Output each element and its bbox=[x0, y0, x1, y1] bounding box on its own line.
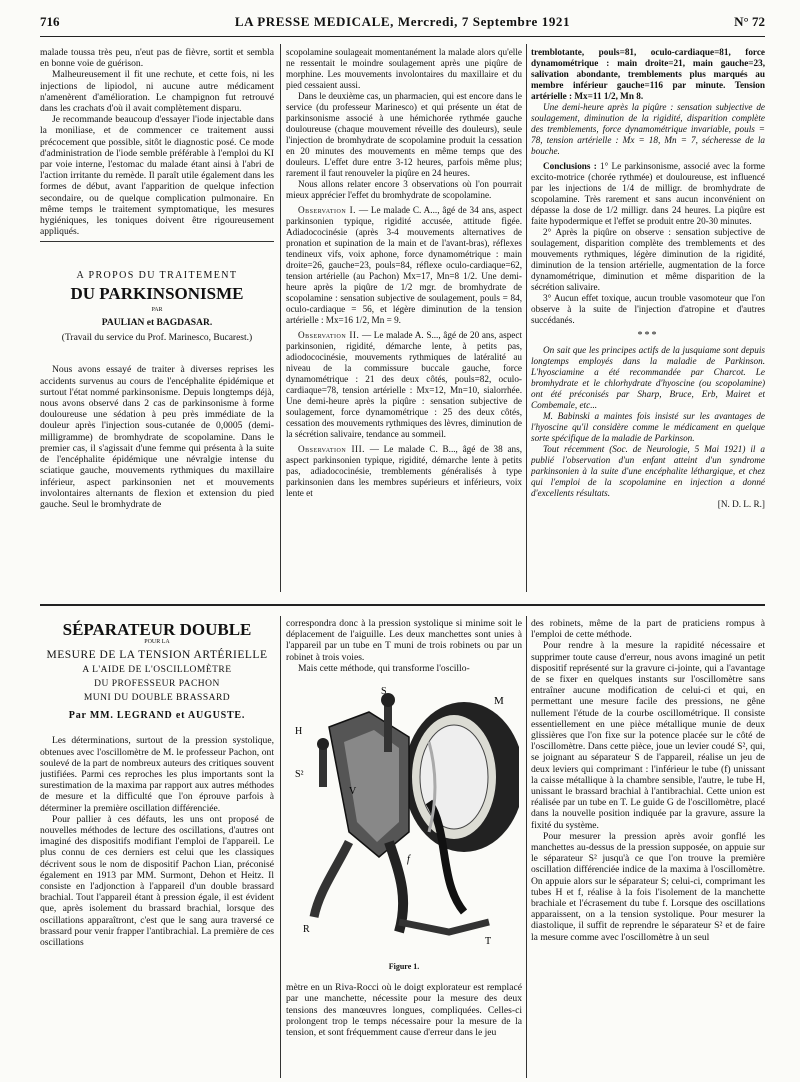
article-title: DU PARKINSONISME bbox=[70, 283, 244, 303]
observation-label: Observation I. bbox=[298, 205, 356, 215]
by-label: PAR bbox=[151, 306, 163, 313]
paragraph: Dans le deuxième cas, un pharmacien, qui est encore dans le service (du professeur Marinesco) et qui présente un état de parkinsonisme associé à une hémichorée rythmée gauche douloureuse (chaque mouvement réveille des douleurs), seule l'injection de bromhydrate de scopolamine produit la cessation en 20 minutes des mouvements en même temps que des douleurs. L'effet dure entre 3-12 heures, parfois même plus; rarement il faut renouveler la piqûre en 24 heures. bbox=[286, 91, 522, 178]
page-header bbox=[40, 14, 765, 32]
article-authors: PAULIAN et BAGDASAR. bbox=[101, 318, 213, 329]
conclusion-3: 3° Aucun effet toxique, aucun trouble vasomoteur que l'on observe à la suite de l'injection d'atropine et d'autres succédanés. bbox=[531, 293, 765, 325]
fig-label-m: M bbox=[494, 695, 504, 708]
column-6 bbox=[531, 618, 765, 1078]
fig-label-v: V bbox=[349, 786, 357, 798]
issue-number: N° 72 bbox=[734, 14, 765, 29]
paragraph: correspondra donc à la pression systolique si minime soit le déplacement de l'aiguille. Les deux manchettes sont unies à l'appareil par un tube en T muni de trois robinets ou par un robinet à trois voies. bbox=[286, 618, 522, 663]
figure-1 bbox=[289, 682, 519, 957]
lever-s2 bbox=[319, 747, 327, 787]
paragraph: Nous allons relater encore 3 observations où l'on pourrait mieux apprécier l'effet du bromhydrate de scopolamine. bbox=[286, 179, 522, 200]
article-heading bbox=[40, 620, 274, 722]
paragraph: Je recommande beaucoup d'essayer l'iode injectable dans la moniliase, et de commencer ce traitement aussi précocement que possible, sitôt le diagnostic posé. Ce mode d'administration de l'iode semble préférable à l'emploi du KI par voie interne, l'estomac du malade étant ainsi à l'abri de l'action irritante du remède. Il paraît utile également dans les formes de début, avant l'apparition de quelque infection secondaire, ou de quelque complication pulmonaire. En même temps le traitement symptomatique, les mesures hygiéniques, les toniques doivent être rigoureusement appliqués. bbox=[40, 114, 274, 238]
lever-s bbox=[384, 702, 392, 752]
paragraph: Nous avons essayé de traiter à diverses reprises les accidents survenus au cours de l'encéphalite épidémique et surtout l'état nommé parkinsonisme. Depuis longtemps déjà, nous avons observé dans 2 cas de parkinsonisme à forme douloureuse une sédation à peu près immédiate de la douleur après l'injection sous-cutanée de 0,0005 (demi-milligramme) de bromhydrate de scopolamine. Dans le premier cas, il s'agissait d'une femme qui présenta à la suite de l'encéphalite épidémique une névralgie intense du sciatique gauche, mouvements rythmiques du maxillaire inférieur, aspect parkinsonien net et mouvements involontaires alternants de flexion et extension du pied gauche. Seul le bromhydrate de bbox=[40, 364, 274, 510]
article-authors: Par MM. LEGRAND et AUGUSTE. bbox=[68, 710, 246, 722]
for-label: POUR LA bbox=[144, 639, 170, 646]
article-subtitle: MESURE DE LA TENSION ARTÉRIELLE bbox=[46, 649, 268, 662]
article-kicker: A PROPOS DU TRAITEMENT bbox=[76, 270, 238, 282]
conclusion-1: Conclusions : 1° Le parkinsonisme, associé avec la forme excito-motrice (chorée rythmée) et douloureuse, est influencé par les injections de 1/4 de milligr. de bromhydrate de scopolamine. Très rarement et sans aucun inconvénient on dépasse la dose de 1/2 milligr. dans 24 heures. La piqûre est faite hypodermique et l'effet se produit entre 20-30 minutes. bbox=[531, 161, 765, 226]
section-stars: *** bbox=[637, 330, 659, 341]
paragraph: Pour rendre à la mesure la rapidité nécessaire et supprimer toute cause d'erreur, nous avons imaginé un petit dispositif représenté sur la gravure ci-jointe, qui a l'avantage de se fixer en quelques instants sur l'oscillomètre sans entraîner aucune modification de celui-ci et qui, en permettant une mesure facile des pressions, ne gêne nullement l'étude de la courbe oscillométrique. Il consiste essentiellement en une pièce métallique munie de deux glissières que l'on fixe sur la potence placée sur le côté de l'oscillomètre. Dans cette pièce, joue un levier coudé S², qui, se joignant au séparateur S de l'appareil, réalise un jeu de deux leviers qui comprimant : l'inférieur le tube (f) unissant la caisse métallique à la chambre sensible, l'autre, le tube H, unissant le brassard brachial à l'antibrachial. Cette union est réalisée par un tube en T. Le guide G de l'oscillomètre, placé dans la nouvelle position indiquée par la gravure, assure la fixité du système. bbox=[531, 640, 765, 831]
observation-label: Observation II. bbox=[298, 330, 360, 340]
column-divider bbox=[526, 44, 527, 592]
observation-2: Observation II. — Le malade A. S..., âgé de 20 ans, aspect parkinsonien, rigidité, démarche lente, à petits pas, adiodococinésie, mouvements rythmiques de latéralité au niveau de la commissure buccale gauche, force dynamométrique : 21 des deux côtés, pouls=82, oculo-cardiaque=78, tension artérielle : Mx=12, Mn=10, sialorrhée. Une demi-heure après la piqûre : sensation subjective de soulagement, force dynamométrique : 25 des deux côtés, cessation des mouvements rythmiques des lèvres, diminution de la sécrétion salivaire, tendance au sommeil. bbox=[286, 330, 522, 439]
paragraph: des robinets, même de la part de praticiens rompus à l'emploi de cette méthode. bbox=[531, 618, 765, 641]
column-5 bbox=[286, 618, 522, 1078]
article-subtitle: DU PROFESSEUR PACHON bbox=[94, 678, 220, 689]
paragraph: mètre en un Riva-Rocci où le doigt explorateur est remplacé par une manchette, nécessite pour la mesure des deux tensions des manœuvres longues, compliquées. Celles-ci prolongent trop le temps nécessaire pour la mesure de la tension, et sont fréquemment cause d'erreur dans le jeu bbox=[286, 982, 522, 1039]
header-rule bbox=[40, 36, 765, 37]
observation-1: Observation I. — Le malade C. A..., âgé de 34 ans, aspect parkinsonien typique, rigidité accusée, attitude figée. Adiadococinésie (après 3-4 mouvements alternatives de pronation et supination de la main et de l'avant-bras), réflexes tendineux vifs, voix aphone, force dynamométrique : main droite=26, gauche=23, pouls=84, réflexe oculo-cardiaque=62, tension artérielle (au Pachon) Mx=17, Mn=8 1/2. Une demi-heure après la piqûre de 1/2 mgr. de bromhydrate de scopolamine : sensation subjective de soulagement, pouls = 84, oculo-cardiaque = 56, et légère diminution de la tension artérielle : Mx=16 1/2, Mn = 9. bbox=[286, 205, 522, 325]
fig-label-r: R bbox=[303, 924, 310, 936]
column-divider bbox=[280, 616, 281, 1078]
editor-signature: [N. D. L. R.] bbox=[717, 499, 765, 509]
page-number: 716 bbox=[40, 14, 60, 29]
column-divider bbox=[280, 44, 281, 592]
figure-caption: Figure 1. bbox=[388, 962, 420, 972]
article-title: SÉPARATEUR DOUBLE bbox=[62, 620, 252, 639]
paragraph: Une demi-heure après la piqûre : sensation subjective de soulagement, diminution de la rigidité, disparition complète des tremblements, force dynamométrique invariable, pouls = 78, tension artérielle : Mx = 18, Mn = 7, sécheresse de la bouche. bbox=[531, 102, 765, 156]
fig-label-f: f bbox=[407, 854, 410, 866]
journal-title: LA PRESSE MEDICALE, Mercredi, 7 Septembre 1921 bbox=[234, 14, 571, 29]
fig-label-h: H bbox=[295, 726, 303, 738]
section-divider bbox=[40, 604, 765, 606]
article-affiliation: (Travail du service du Prof. Marinesco, Bucarest.) bbox=[61, 333, 253, 344]
editor-note: On sait que les principes actifs de la jusquiame sont depuis longtemps employés dans la maladie de Parkinson. L'hyosciamine a été recommandée par Charcot. Le bromhydrate et le chlorhydrate d'hyoscine (ou scopolamine) ont été préconisés par Sharp, Bruce, Erb, Mairet et Combemale, etc... bbox=[531, 345, 765, 410]
paragraph: Pour pallier à ces défauts, les uns ont proposé de nouvelles méthodes de lecture des oscillations, d'autres ont imaginé des dispositifs modifiant l'emploi de l'appareil. Le plus connu de ces derniers est celui que les classiques décrivent sous le nom de dispositif Pachon Lian, préconisé également en 1913 par MM. Surmont, Dehon et Heitz. Il consiste en l'adjonction à l'appareil d'un double brassard brachial. Tout l'appareil étant à pression égale, il est évident que, après isolement du brassard brachial, lorsque des oscillations apparaîtront, c'est que le sang aura traversé ce brassard pour venir frapper l'antibrachial. La première de ces oscillations bbox=[40, 813, 274, 949]
editor-note: Tout récemment (Soc. de Neurologie, 5 Mai 1921) il a publié l'observation d'un enfant atteint d'un syndrome parkinsonien à la suite d'une encéphalite léthargique, et chez qui l'emploi de la scopolamine en injection a donné d'excellents résultats. bbox=[531, 444, 765, 498]
column-4 bbox=[40, 618, 274, 1078]
oscillometer-illustration bbox=[289, 682, 519, 957]
conclusion-2: 2° Après la piqûre on observe : sensation subjective de soulagement, disparition complète des tremblements et des mouvements rythmiques, légère diminution de la rigidité, diminution de la tension artérielle, augmentation de la force dynamométrique, diminution et même disparition de la sécrétion salivaire. bbox=[531, 227, 765, 292]
article-subtitle: MUNI DU DOUBLE BRASSARD bbox=[83, 693, 231, 704]
fig-label-t: T bbox=[485, 936, 492, 948]
paragraph: Les déterminations, surtout de la pression systolique, obtenues avec l'oscillomètre de M. le professeur Pachon, ont soulevé de la part de nombreux auteurs des critiques souvent justifiées. Parmi ces reproches les plus importants sont la surestimation de la maxima par rapport aux autres méthodes de mesure et la difficulté que l'on éprouve parfois à déterminer la première oscillation différenciée. bbox=[40, 735, 274, 814]
paragraph: Mais cette méthode, qui transforme l'oscillo- bbox=[298, 662, 470, 674]
column-3 bbox=[531, 47, 765, 589]
paragraph: Pour mesurer la pression après avoir gonflé les manchettes au-dessus de la pression supposée, on appuie sur le séparateur S² jusqu'à ce que l'on trouve la première oscillation différenciée indice de la maxima à l'oscillomètre. On appuie alors sur le séparateur S; celui-ci, comprimant les tubes H et f, réalise à la fois l'isolement de la manchette brachiale et l'écrasement du tube f. Lorsque des oscillations apparaissent, on a la tension systolique. Pour mesurer la diastolique, il suffit de reprendre le séparateur S² et de faire la mesure comme avec l'oscillomètre à un seul bbox=[531, 830, 765, 943]
paragraph: Malheureusement il fit une rechute, et cette fois, ni les injections de lipiodol, ni aucune autre médicament n'amenèrent d'amélioration. Le champignon fut retrouvé dans les crachats d'où il avait complètement disparu. bbox=[40, 69, 274, 115]
article-heading bbox=[40, 270, 274, 344]
section-rule bbox=[40, 241, 274, 242]
paragraph: malade toussa très peu, n'eut pas de fièvre, sortit et sembla en bonne voie de guérison. bbox=[40, 47, 274, 70]
observation-3: Observation III. — Le malade C. B..., âgé de 38 ans, aspect parkinsonien typique, rigidité, démarche lente à petits pas, adiadococinésie, tremblements généralisés à type parkinsonien dans les membres supérieurs et inférieurs, voix lente et bbox=[286, 444, 522, 498]
column-2 bbox=[286, 47, 522, 589]
conclusions-label: Conclusions : bbox=[543, 161, 597, 171]
observation-label: Observation III. bbox=[298, 444, 365, 454]
editor-note: M. Babinski a maintes fois insisté sur les avantages de l'hyoscine qu'il considère comme le médicament en quelque sorte spécifique de la maladie de Parkinson. bbox=[531, 411, 765, 443]
paragraph: tremblotante, pouls=81, oculo-cardiaque=81, force dynamométrique : main droite=21, main gauche=23, salivation abondante, tremblements plus marqués au membre inférieur gauche=116 par minute. Tension artérielle : Mx=11 1/2, Mn 8. bbox=[531, 47, 765, 101]
fig-label-s2: S² bbox=[295, 769, 304, 781]
fig-label-s: S bbox=[381, 686, 387, 698]
column-1 bbox=[40, 47, 274, 589]
paragraph: scopolamine soulageait momentanément la malade alors qu'elle ne ressentait le moindre soulagement après une piqûre de morphine. Les mouvements involontaires du maxillaire et du pied cessaient aussi. bbox=[286, 47, 522, 90]
column-divider bbox=[526, 616, 527, 1078]
article-subtitle: A L'AIDE DE L'OSCILLOMÈTRE bbox=[82, 664, 232, 675]
